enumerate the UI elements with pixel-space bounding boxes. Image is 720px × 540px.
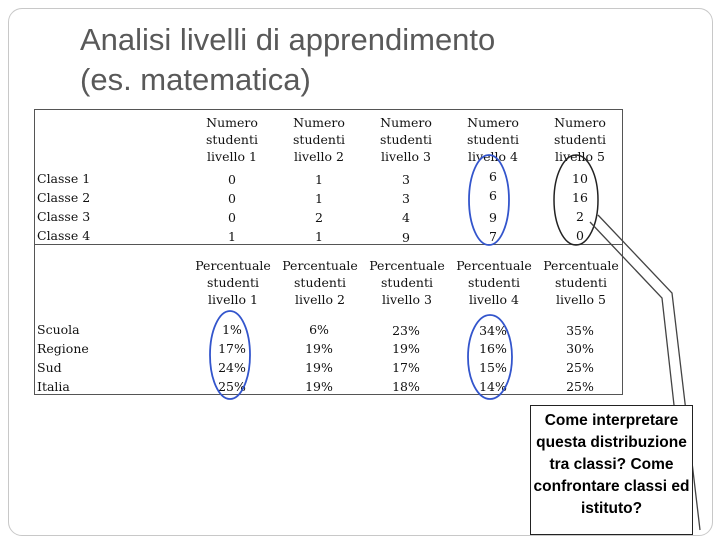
table-cell: 24% [218, 360, 246, 375]
header-text: Percentuale [456, 258, 532, 273]
table-cell: 1 [315, 191, 323, 206]
header-text: Numero [554, 115, 606, 130]
table-cell: 1 [315, 172, 323, 187]
table-cell: 19% [305, 379, 333, 394]
table-cell: 25% [218, 379, 246, 394]
header-text: livello 4 [468, 149, 518, 164]
header-text: studenti [555, 275, 607, 290]
table-cell: 17% [218, 341, 246, 356]
header-text: studenti [206, 132, 258, 147]
header-text: livello 1 [208, 292, 258, 307]
row-label: Scuola [37, 322, 80, 337]
table-cell: 9 [489, 210, 497, 225]
table-cell: 16 [572, 190, 588, 205]
header-text: livello 5 [555, 149, 605, 164]
table-cell: 1% [222, 322, 242, 337]
annotation-ellipse-counts-level-5 [554, 155, 598, 245]
table-cell: 7 [489, 229, 497, 244]
row-label: Italia [37, 379, 70, 394]
table-cell: 35% [566, 323, 594, 338]
table-cell: 15% [479, 360, 507, 375]
header-text: Numero [380, 115, 432, 130]
header-text: Percentuale [543, 258, 619, 273]
title-line-2: (es. matematica) [80, 62, 311, 97]
header-text: livello 2 [294, 149, 344, 164]
table-cell: 14% [479, 379, 507, 394]
table-cell: 0 [228, 172, 236, 187]
header-text: Numero [467, 115, 519, 130]
row-label: Regione [37, 341, 89, 356]
table-cell: 6 [489, 169, 497, 184]
header-text: studenti [380, 132, 432, 147]
header-text: livello 5 [556, 292, 606, 307]
header-text: studenti [467, 132, 519, 147]
table-cell: 2 [315, 210, 323, 225]
table-cell: 34% [479, 323, 507, 338]
table-cell: 18% [392, 379, 420, 394]
header-text: Numero [293, 115, 345, 130]
header-text: Numero [206, 115, 258, 130]
table-cell: 30% [566, 341, 594, 356]
annotation-ellipse-level-4 [468, 315, 512, 399]
header-text: Percentuale [195, 258, 271, 273]
table-cell: 19% [305, 360, 333, 375]
table-cell: 19% [392, 341, 420, 356]
table-cell: 25% [566, 379, 594, 394]
header-text: studenti [554, 132, 606, 147]
table-cell: 2 [576, 209, 584, 224]
header-text: studenti [468, 275, 520, 290]
header-text: Percentuale [369, 258, 445, 273]
table-cell: 25% [566, 360, 594, 375]
table-cell: 4 [402, 210, 410, 225]
header-text: studenti [294, 275, 346, 290]
table-cell: 16% [479, 341, 507, 356]
header-text: livello 3 [382, 292, 432, 307]
table-cell: 17% [392, 360, 420, 375]
table-cell: 6 [489, 188, 497, 203]
header-text: livello 1 [207, 149, 257, 164]
table-cell: 0 [228, 191, 236, 206]
table-cell: 6% [309, 322, 329, 337]
table-cell: 3 [402, 172, 410, 187]
header-text: livello 2 [295, 292, 345, 307]
callout-box: Come interpretare questa distribuzione tra classi? Come confrontare classi ed istituto? [530, 405, 693, 535]
row-label: Classe 3 [37, 209, 91, 224]
header-text: livello 3 [381, 149, 431, 164]
row-label: Classe 1 [37, 171, 91, 186]
table-cell: 0 [576, 228, 584, 243]
row-label: Classe 2 [37, 190, 91, 205]
header-text: Percentuale [282, 258, 358, 273]
table-cell: 9 [402, 230, 410, 245]
header-text: studenti [381, 275, 433, 290]
table-cell: 1 [228, 229, 236, 244]
header-text: studenti [207, 275, 259, 290]
row-label: Classe 4 [37, 228, 91, 243]
table-cell: 19% [305, 341, 333, 356]
table-cell: 10 [572, 171, 588, 186]
header-text: livello 4 [469, 292, 519, 307]
annotation-ellipse-level-1 [210, 311, 250, 399]
annotation-ellipse-counts-level-4 [469, 155, 509, 245]
row-label: Sud [37, 360, 62, 375]
title-line-1: Analisi livelli di apprendimento [80, 22, 496, 57]
table-cell: 23% [392, 323, 420, 338]
table-cell: 0 [228, 210, 236, 225]
table-cell: 3 [402, 191, 410, 206]
table-cell: 1 [315, 229, 323, 244]
header-text: studenti [293, 132, 345, 147]
